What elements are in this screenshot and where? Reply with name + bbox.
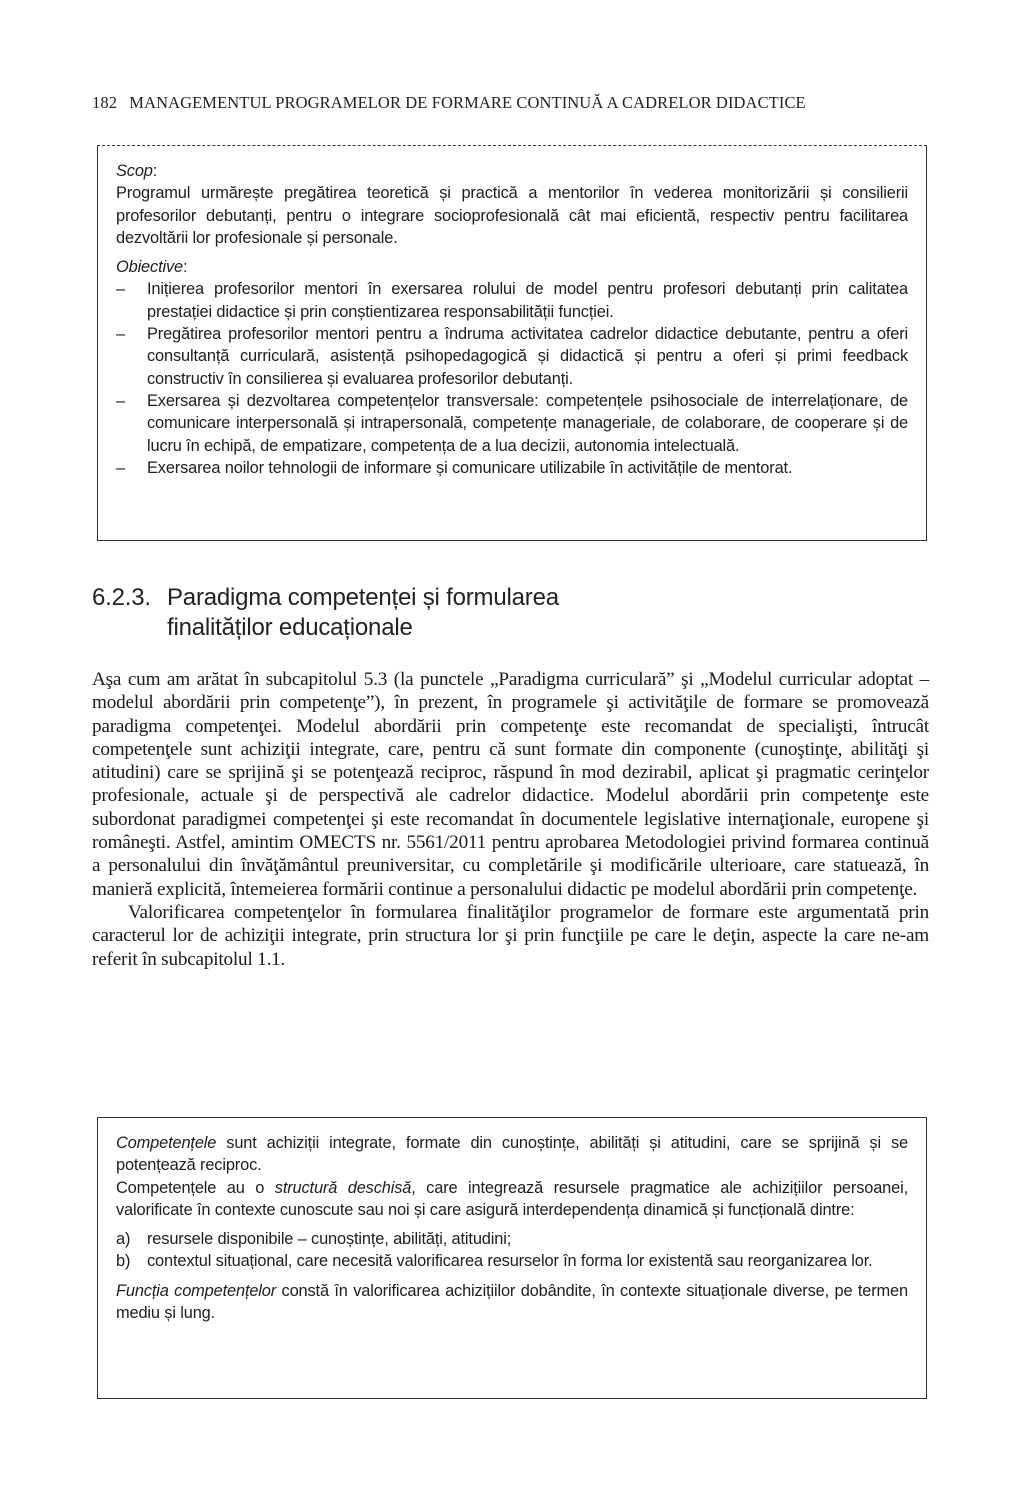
running-head-title: MANAGEMENTUL PROGRAMELOR DE FORMARE CONTINUĂ A CADRELOR DIDACTICE xyxy=(129,93,806,112)
list-item xyxy=(116,1250,908,1272)
list-item-text: Inițierea profesorilor mentori în exersarea rolului de model pentru profesori debutanți prin calitatea prestației didactice și prin conștientizarea responsabilității funcției. xyxy=(147,280,908,321)
dash-bullet-icon: – xyxy=(116,325,125,344)
structure-paragraph xyxy=(116,1177,908,1222)
function-paragraph xyxy=(116,1280,908,1325)
dash-bullet-icon: – xyxy=(116,458,125,477)
definition-paragraph xyxy=(116,1132,908,1177)
list-item-text: resursele disponibile – cunoștințe, abilități, atitudini; xyxy=(147,1230,512,1249)
body-paragraph-1: Aşa cum am arătat în subcapitolul 5.3 (la punctele „Paradigma curriculară” şi „Modelul curricular adoptat – modelul abordării prin competenţe”), în prezent, în programele şi activităţile de formare se promovează paradigma competenţei. Modelul abordării prin competenţe este recomandat de specialişti, întrucât competenţele sunt achiziţii integrate, care, pentru că sunt formate din componente (cunoştinţe, abilităţi şi atitudini) care se sprijină şi se potenţează reciproc, răspund în mod dezirabil, aplicat şi pragmatic cerinţelor profesionale, actuale şi de perspectivă ale cadrelor didactice. Modelul abordării prin competenţe este subordonat paradigmei competenţei şi este recomandat în documentele legislative internaţionale, europene şi româneşti. Astfel, amintim OMECTS nr. 5561/2011 pentru aprobarea Metodologiei privind formarea continuă a personalului din învăţământul preuniversitar, cu completările şi modificările ulterioare, care statuează, în manieră explicită, întemeierea formării continue a personalului didactic pe modelul abordării prin competenţe. xyxy=(92,669,929,900)
body-paragraph-2: Valorificarea competenţelor în formularea finalităţilor programelor de formare este argumentată prin caracterul lor de achiziţii integrate, prin structura lor şi prin funcţiile pe care le deţin, aspecte la care ne-am referit în subcapitolul 1.1. xyxy=(92,901,929,970)
scop-text: Programul urmărește pregătirea teoretică și practică a mentorilor în vederea monitorizării și consilierii profesorilor debutanți, pentru o integrare socioprofesională cât mai eficientă, respectiv pentru facilitarea dezvoltării lor profesionale și personale. xyxy=(116,184,908,247)
list-item-text: Pregătirea profesorilor mentori pentru a îndruma activitatea cadrelor didactice debutante, pentru a oferi consultanță curriculară, asistență psihopedagogică și didactică și pentru a oferi și primi feedback constructiv în consilierea și evaluarea profesorilor debutanți. xyxy=(147,325,908,388)
list-item xyxy=(116,323,908,390)
running-head xyxy=(92,93,932,113)
list-item-text: Exersarea și dezvoltarea competențelor transversale: competențele psihosociale de interrelaționare, de comunicare interpersonală și intrapersonală, competențe manageriale, de colaborare, de cooperare și de lucru în echipă, de empatizare, competența de a lua decizii, autonomia intelectuală. xyxy=(147,391,908,455)
scop-label-line xyxy=(116,160,908,182)
section-heading xyxy=(92,583,932,643)
dash-bullet-icon: – xyxy=(116,391,125,410)
list-marker: a) xyxy=(116,1230,131,1249)
obiective-colon: : xyxy=(182,258,188,277)
list-item xyxy=(116,1228,908,1250)
list-item xyxy=(116,390,908,457)
function-text: constă în valorificarea achizițiilor dobândite, în contexte situaționale diverse, pe termen mediu și lung. xyxy=(116,1281,908,1323)
obiective-list xyxy=(116,278,908,479)
term-functia-competentelor: Funcția competențelor xyxy=(116,1281,277,1300)
list-item xyxy=(116,278,908,323)
term-structura-deschisa: structură deschisă xyxy=(274,1178,412,1197)
definition-text: sunt achiziții integrate, formate din cunoștințe, abilități și atitudini, care se sprijină și se potențează reciproc. xyxy=(116,1134,908,1175)
term-competentele: Competențele xyxy=(116,1134,217,1152)
page-number: 182 xyxy=(92,93,118,112)
section-title-line1: Paradigma competenței și formularea xyxy=(167,584,559,611)
list-marker: b) xyxy=(116,1252,131,1271)
structure-text-rest: , care integrează resursele pragmatice ale achizițiilor persoanei, valorificate în contexte cunoscute sau noi și care asigură interdependența dinamică și funcțională dintre: xyxy=(116,1178,909,1219)
scop-colon: : xyxy=(152,162,158,180)
structure-text-start: Competențele au o xyxy=(116,1178,275,1197)
section-number: 6.2.3. xyxy=(92,584,151,611)
obiective-label: Obiective xyxy=(116,258,183,277)
obiective-label-line xyxy=(116,256,908,278)
list-item xyxy=(116,457,908,479)
competence-definition-box xyxy=(97,1117,927,1399)
list-item-text: Exersarea noilor tehnologii de informare și comunicare utilizabile în activitățile de mentorat. xyxy=(147,458,793,477)
structure-list xyxy=(116,1228,908,1273)
section-title-line2: finalităților educaționale xyxy=(167,614,413,641)
scop-label: Scop xyxy=(116,162,153,180)
dash-bullet-icon: – xyxy=(116,280,125,299)
program-objectives-box xyxy=(97,145,927,541)
body-text xyxy=(92,668,929,971)
list-item-text: contextul situațional, care necesită valorificarea resurselor în forma lor existentă sau reorganizarea lor. xyxy=(147,1252,873,1271)
